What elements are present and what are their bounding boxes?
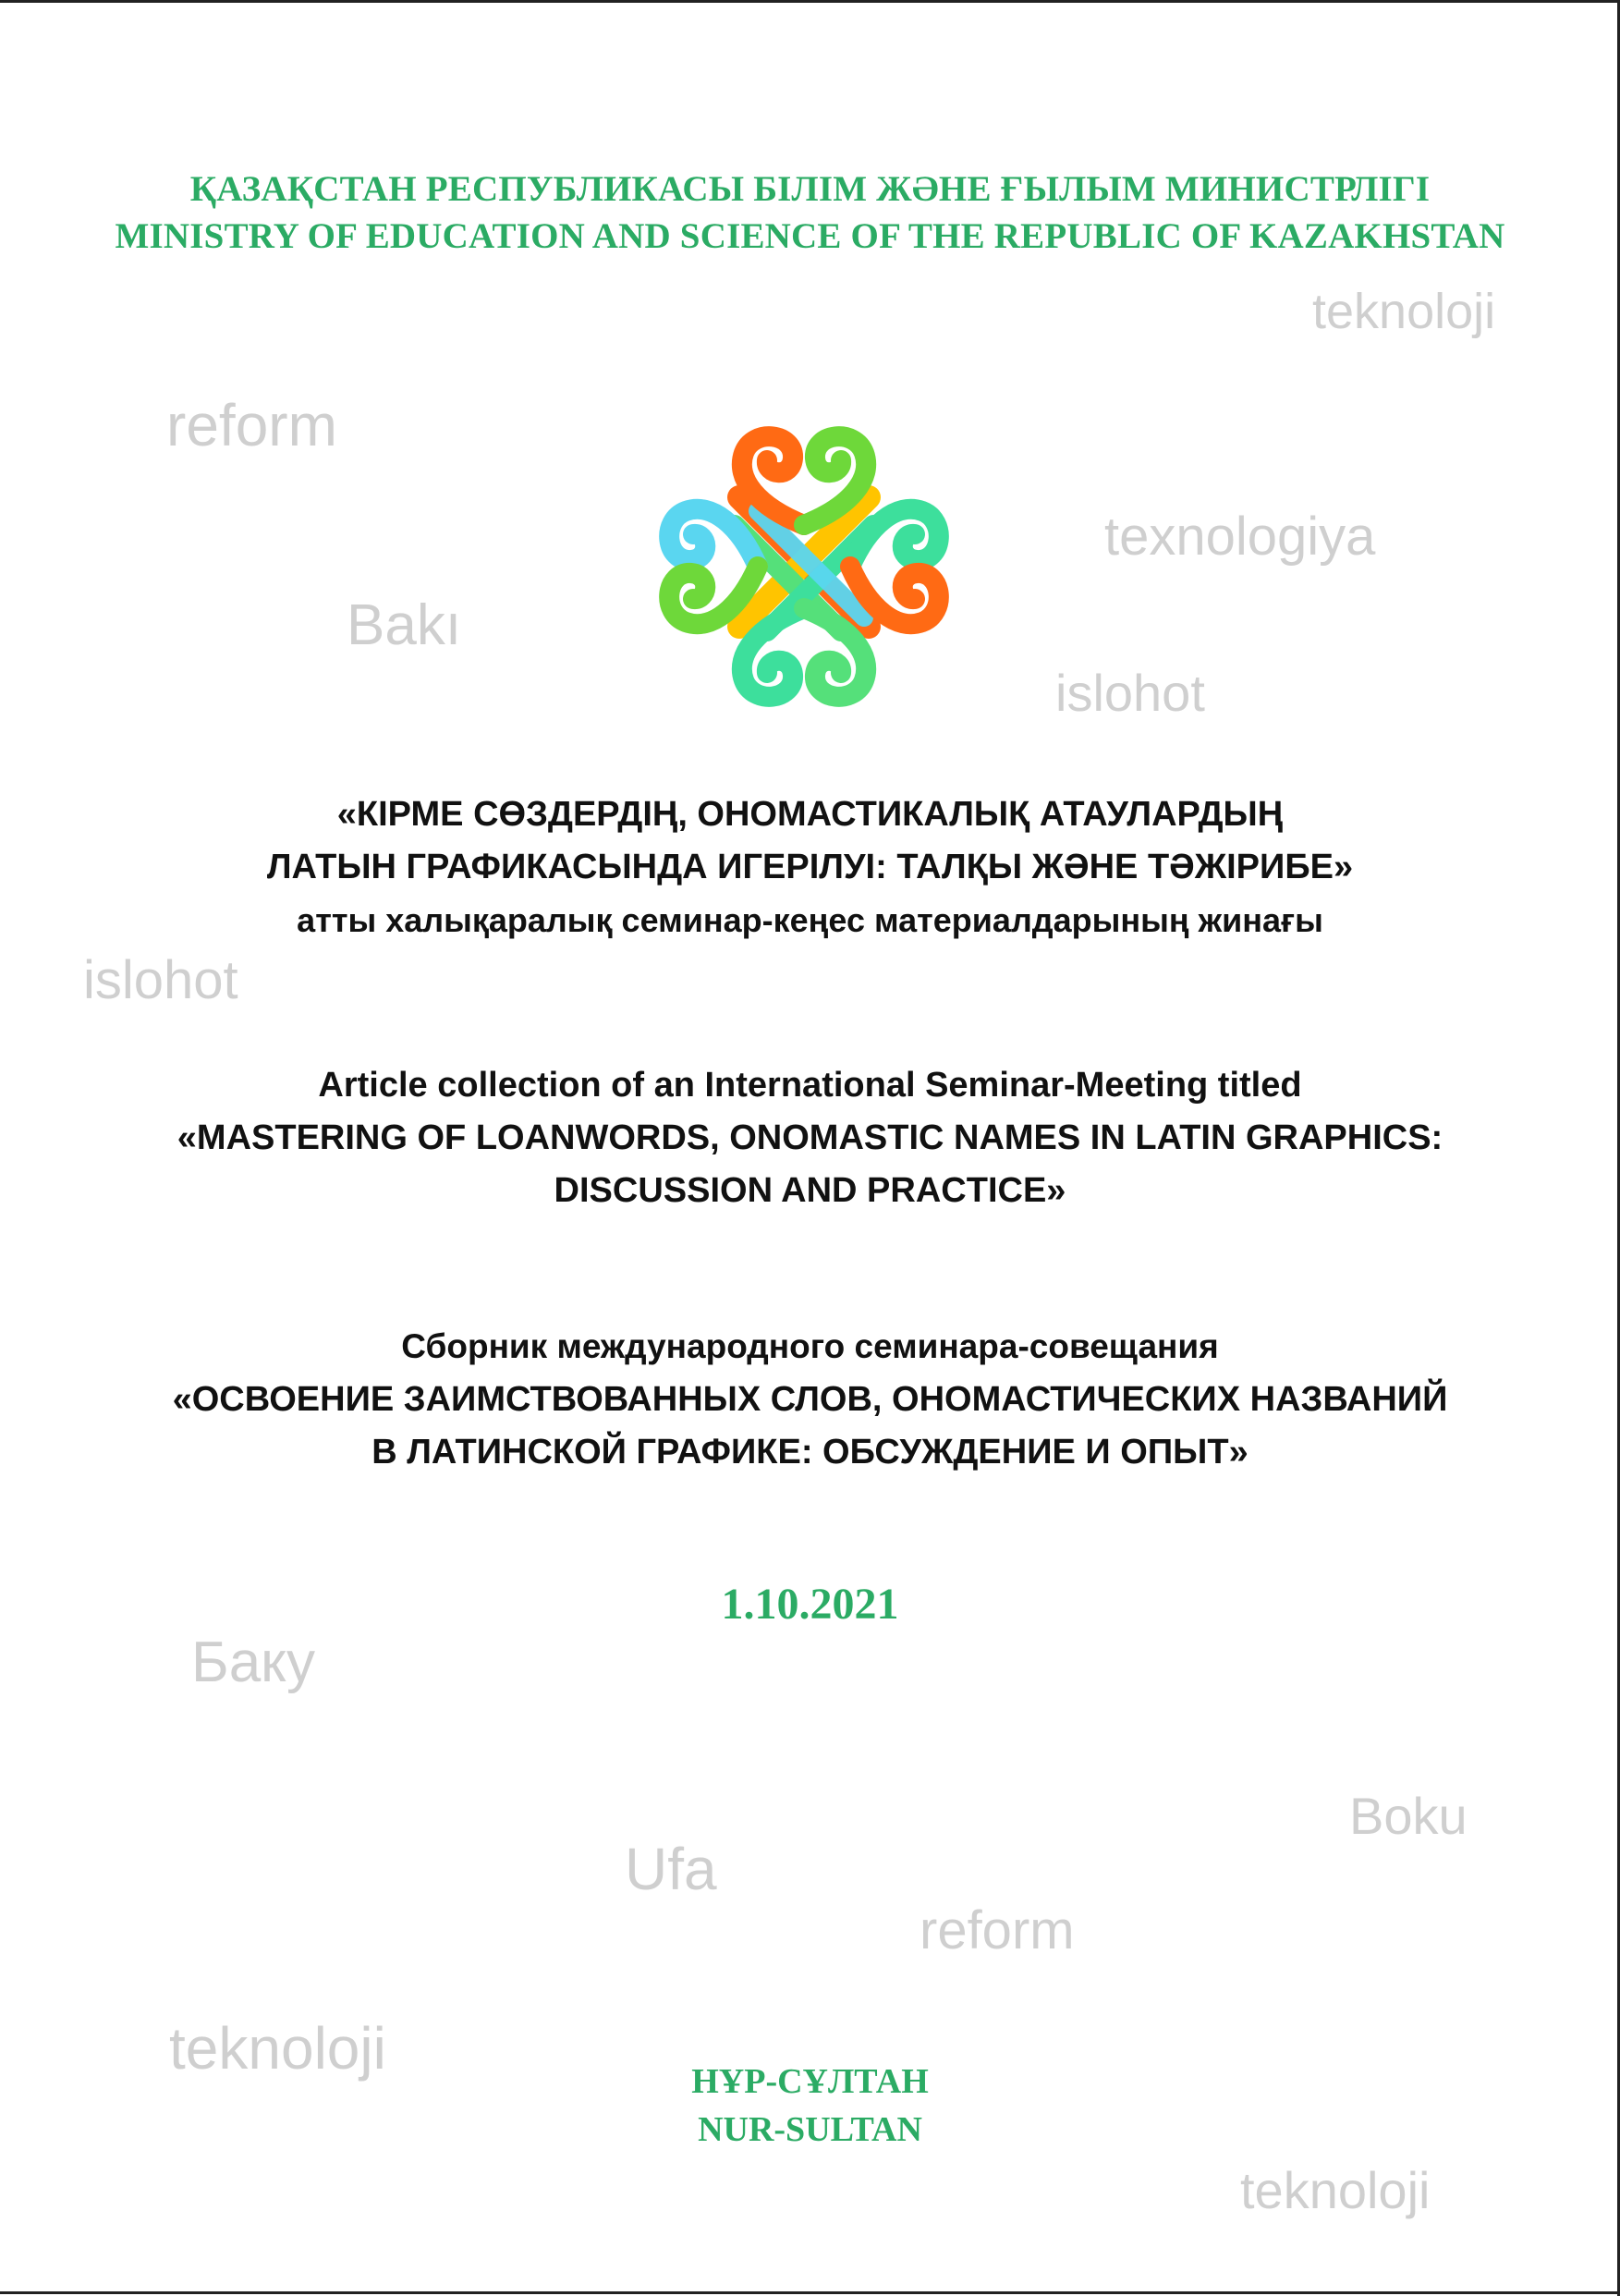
ministry-title-en: MINISTRY OF EDUCATION AND SCIENCE OF THE REPUBLIC OF KAZAKHSTAN <box>115 216 1505 256</box>
title-kz-line2: ЛАТЫН ГРАФИКАСЫНДА ИГЕРІЛУІ: ТАЛҚЫ ЖӘНЕ ТӘЖІРИБЕ» <box>266 848 1354 886</box>
title-en-line3: DISCUSSION AND PRACTICE» <box>554 1171 1066 1210</box>
page-border-top <box>0 0 1620 3</box>
kazakh-ornament-knot-icon <box>647 414 961 719</box>
watermark-text: texnologiya <box>1104 507 1376 567</box>
page-border-bottom <box>0 2291 1620 2294</box>
watermark-text: reform <box>166 392 337 458</box>
watermark-text: islohot <box>83 950 238 1010</box>
watermark-text: Ufa <box>625 1836 717 1902</box>
watermark-text: Boku <box>1349 1787 1468 1845</box>
title-en-line1: Article collection of an International Seminar-Meeting titled <box>318 1066 1302 1105</box>
title-ru-line2: «ОСВОЕНИЕ ЗАИМСТВОВАННЫХ СЛОВ, ОНОМАСТИЧЕСКИХ НАЗВАНИЙ <box>172 1380 1448 1419</box>
title-ru-line1: Сборник международного семинара-совещания <box>401 1327 1219 1365</box>
city-en: NUR-SULTAN <box>698 2110 922 2149</box>
watermark-text: islohot <box>1055 664 1205 722</box>
watermark-text: reform <box>920 1900 1075 1960</box>
watermark-text: teknoloji <box>1240 2161 1431 2219</box>
title-kz-line3: атты халықаралық семинар-кеңес материалдарының жинағы <box>297 901 1323 939</box>
city-kz: НҰР-СҰЛТАН <box>691 2062 929 2101</box>
watermark-text: Bakı <box>347 593 462 657</box>
title-kz-line1: «КІРМЕ СӨЗДЕРДІҢ, ОНОМАСТИКАЛЫҚ АТАУЛАРДЫҢ <box>336 795 1284 834</box>
watermark-text: Баку <box>191 1630 315 1694</box>
watermark-text: teknoloji <box>169 2015 386 2082</box>
title-en-line2: «MASTERING OF LOANWORDS, ONOMASTIC NAMES IN LATIN GRAPHICS: <box>177 1118 1443 1157</box>
event-date: 1.10.2021 <box>721 1580 899 1629</box>
watermark-text: teknoloji <box>1312 284 1496 339</box>
ministry-title-kz: ҚАЗАҚСТАН РЕСПУБЛИКАСЫ БІЛІМ ЖӘНЕ ҒЫЛЫМ МИНИСТРЛІГІ <box>189 169 1431 209</box>
title-ru-line3: В ЛАТИНСКОЙ ГРАФИКЕ: ОБСУЖДЕНИЕ И ОПЫТ» <box>372 1433 1248 1472</box>
